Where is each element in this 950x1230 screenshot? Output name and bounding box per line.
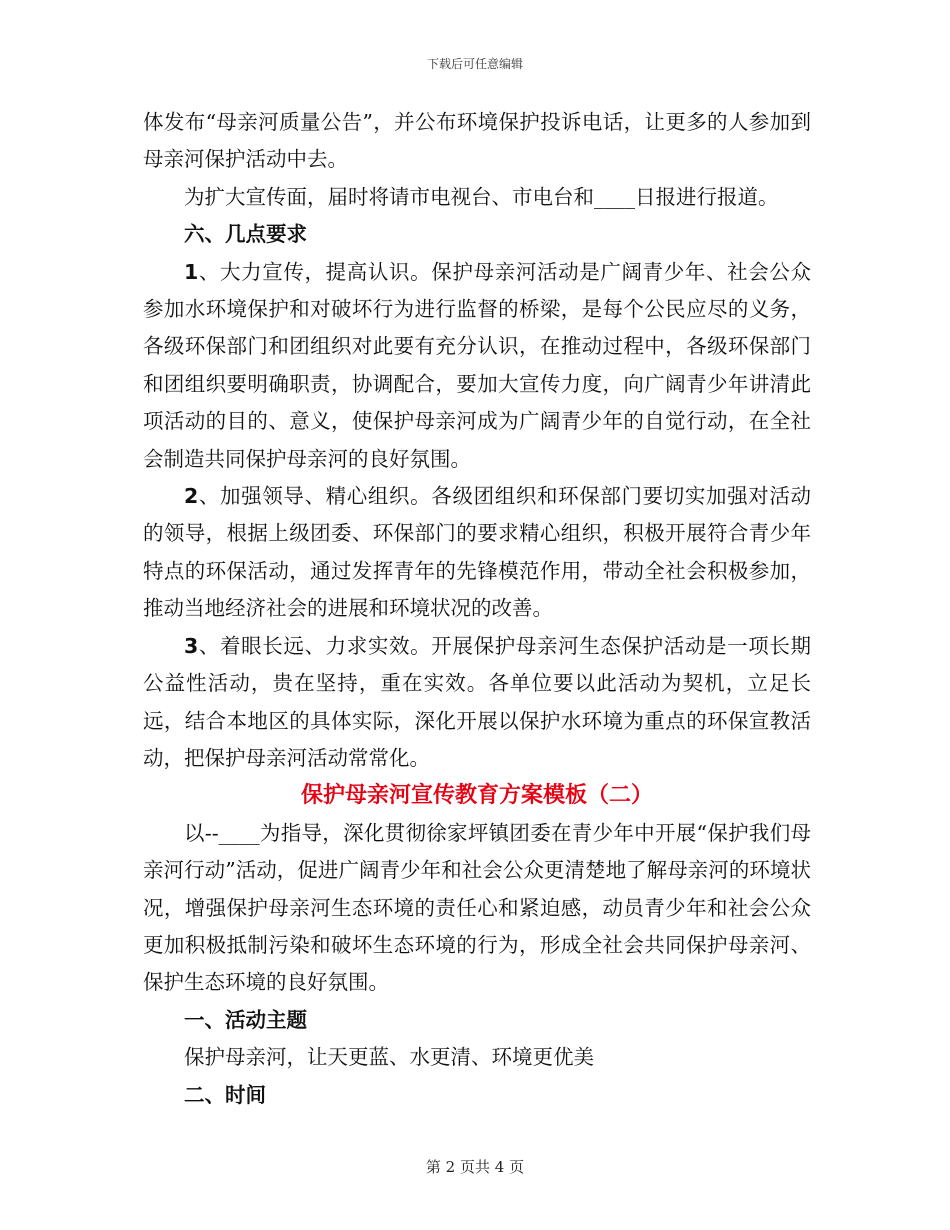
section-heading-theme: 一、活动主题 [184,1007,307,1032]
requirement-1 [143,254,811,478]
requirement-2-text: 、加强领导、精心组织。各级团组织和环保部门要切实加强对活动的领导，根据上级团委、环保部门的要求精心组织，积极开展符合青少年特点的环保活动，通过发挥青年的先锋模范作用，带动全社会积极参加，推动当地经济社会的进展和环境状况的改善。 [143,484,811,621]
section-heading-requirements: 六、几点要求 [184,222,307,247]
document-title: 保护母亲河宣传教育方案模板（二） [300,783,653,809]
requirement-2-number: 2 [184,484,199,509]
page-header: 下载后可任意编辑 [426,57,523,71]
requirement-3 [143,628,811,778]
requirement-2 [143,478,811,628]
requirement-1-number: 1 [184,259,199,284]
paragraph-continuation: 体发布“母亲河质量公告”，并公布环境保护投诉电话，让更多的人参加到母亲河保护活动中去。 [143,110,811,172]
paragraph-publicity: 为扩大宣传面，届时将请市电视台、市电台和____日报进行报道。 [184,184,779,209]
requirement-1-text: 、大力宣传，提高认识。保护母亲河活动是广阔青少年、社会公众参加水环境保护和对破坏行为进行监督的桥梁，是每个公民应尽的义务，各级环保部门和团组织对此要有充分认识，在推动过程中，各级环保部门和团组织要明确职责，协调配合，要加大宣传力度，向广阔青少年讲清此项活动的目的、意义，使保护母亲河成为广阔青少年的自觉行动，在全社会制造共同保护母亲河的良好氛围。 [143,259,811,471]
requirement-3-number: 3 [184,633,199,658]
paragraph-theme: 保护母亲河，让天更蓝、水更清、环境更优美 [184,1045,594,1070]
requirement-3-text: 、着眼长远、力求实效。开展保护母亲河生态保护活动是一项长期公益性活动，贵在坚持，重在实效。各单位要以此活动为契机，立足长远，结合本地区的具体实际，深化开展以保护水环境为重点的环保宣教活动，把保护母亲河活动常常化。 [143,633,811,770]
paragraph-intro: 以--____为指导，深化贯彻徐家坪镇团委在青少年中开展“保护我们母亲河行动”活动，促进广阔青少年和社会公众更清楚地了解母亲河的环境状况，增强保护母亲河生态环境的责任心和紧迫感，动员青少年和社会公众更加积极抵制污染和破坏生态环境的行为，形成全社会共同保护母亲河、保护生态环境的良好氛围。 [143,820,811,995]
document-body [143,104,811,1114]
section-heading-time: 二、时间 [184,1082,266,1107]
page-footer: 第 2 页共 4 页 [425,1158,525,1176]
